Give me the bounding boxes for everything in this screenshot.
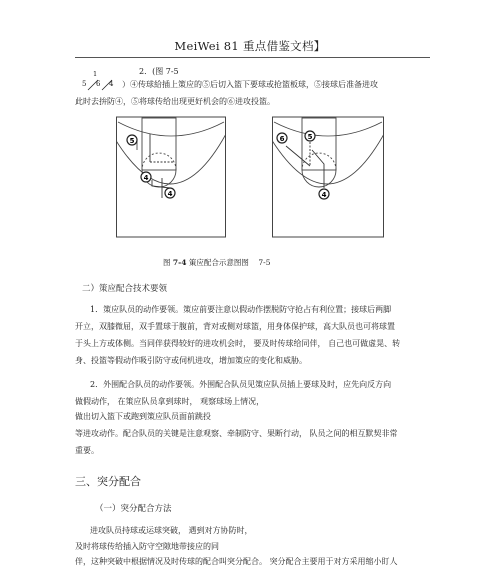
s2-p1-line: 开立，双膝微屈，双手置球于腹前，背对或侧对球篮，用身体保护球，高大队员也可将球置: [75, 322, 395, 331]
section-2-title: 二）策应配合技术要领: [82, 284, 168, 294]
s2-p2-line: 2．外围配合队员的动作要领。外围配合队员见策应队员插上要球及时，应先向反方向: [90, 380, 392, 389]
figure-left-court: [116, 116, 226, 240]
item-number: 2．(图 7-5: [139, 67, 179, 76]
s2-p2-line: 重要。: [75, 446, 99, 455]
s3-line: 伴，这种突破中根据情况及时传球的配合叫突分配合。 突分配合主要用于对方采用缩小盯人: [75, 557, 398, 566]
marker-c: 5: [82, 80, 87, 88]
s2-p1-line: 于头上方或体侧。当同伴获得较好的进攻机会时， 要及时传球给同伴， 自己也可做虚晃、转: [75, 339, 401, 348]
header-divider: [75, 57, 430, 58]
right-player-label: 6: [279, 135, 285, 143]
figure-caption: [163, 257, 270, 268]
left-player-label: 4: [167, 190, 173, 198]
right-player-label: 4: [321, 191, 327, 199]
section-3-subtitle: （一）突分配合方法: [95, 504, 172, 514]
marker-a: 1: [93, 70, 98, 78]
s2-p1-line: 1．策应队员的动作要领。策应前要注意以假动作摆脱防守抢占有利位置；接球后两脚: [90, 305, 392, 314]
s3-line: 及时将球传给插入防守空隙地带接应的同: [75, 542, 219, 551]
right-player-label: 5: [307, 133, 313, 141]
caption-text: 策应配合示意图图: [188, 258, 249, 267]
s3-line: 进攻队员持球或运球突破， 遇到对方协防时，: [90, 526, 253, 535]
caption-prefix: 图: [163, 258, 171, 267]
s2-p2-line: 做出切入篮下或跑到策应队员面前跳投: [75, 412, 211, 421]
inline-markers: [82, 78, 122, 92]
section-3-title: 三、突分配合: [75, 475, 141, 488]
s2-p1-line: 身、投篮等假动作吸引防守或伺机进攻，增加策应的变化和威胁。: [75, 356, 307, 365]
left-player-label: 4: [143, 174, 149, 182]
caption-suffix: 7-5: [258, 258, 271, 267]
marker-arrows: [82, 78, 122, 92]
page-header: MeiWei 81 重点借鉴文档】: [174, 39, 326, 53]
caption-number: 7-4: [172, 258, 187, 267]
marker-d: 6: [96, 80, 101, 88]
left-player-label: 5: [129, 137, 135, 145]
s2-p2-line: 等进攻动作。配合队员的关键是注意观察、牵制防守、果断行动， 队员之间的相互默契非常: [75, 429, 398, 438]
figure-right-court: [272, 116, 384, 240]
intro-line-1: ）④传球給插上策应的⑤后切入篮下要球或抢篮板球，⑤接球后准备进攻: [122, 80, 378, 89]
marker-b: 4: [109, 80, 114, 88]
s2-p2-line: 做假动作， 在策应队员拿到球时， 观察球场上情况，: [75, 397, 265, 406]
intro-line-2: 此时去拚防④，⑤将球传给出现更好机会的⑥进攻投篮。: [75, 97, 275, 106]
